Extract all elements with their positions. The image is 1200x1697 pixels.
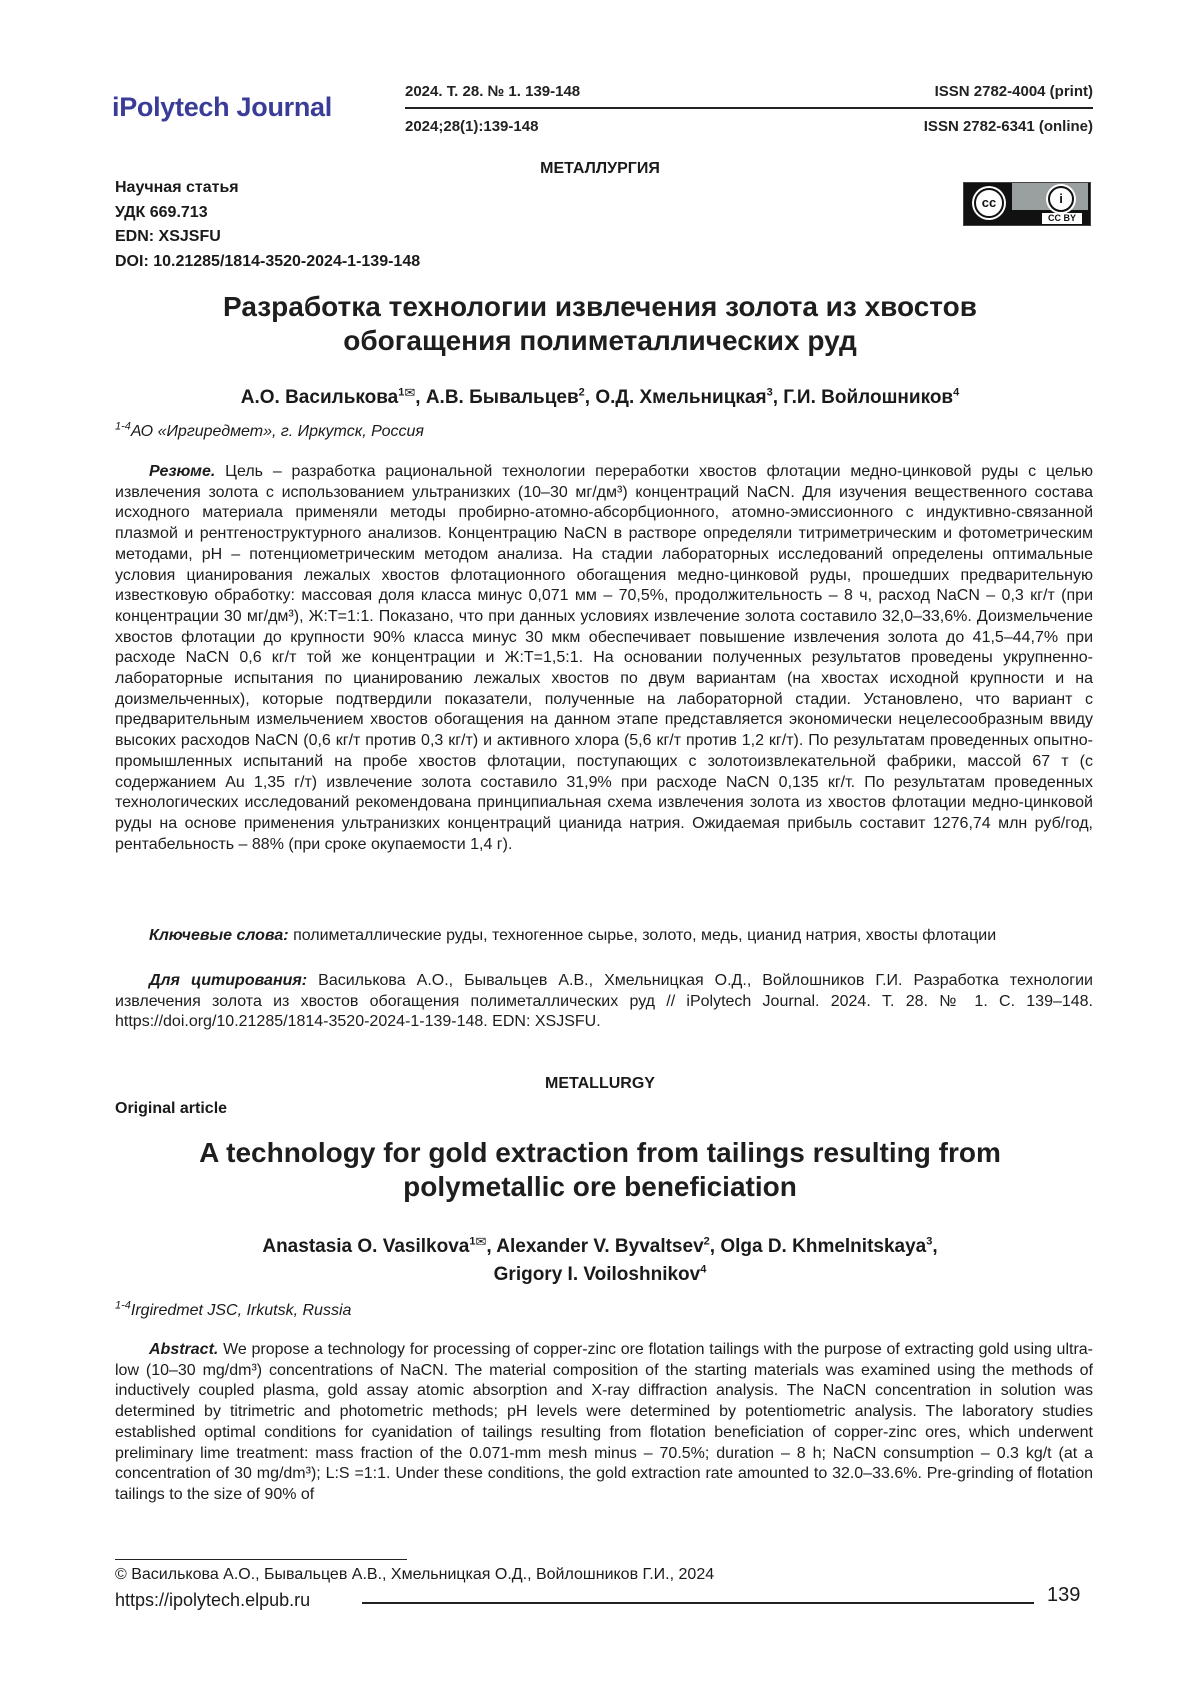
copyright-notice: © Василькова А.О., Бывальцев А.В., Хмельницкая О.Д., Войлошников Г.И., 2024 [115, 1566, 715, 1583]
author-3-sup: 3 [766, 386, 773, 399]
authors-ru: А.О. Василькова$^{1✉}$, А.В. Бывальцев$^2$, О.Д. Хмельницкая$^3$, Г.И. Войлошников$^4$ [240, 385, 960, 408]
author-3-en[interactable]: Olga D. Khmelnitskaya [720, 1236, 927, 1257]
license-label: CC BY [1042, 213, 1082, 224]
title-ru-line1: Разработка технологии извлечения золота из хвостов [223, 291, 977, 322]
title-ru-line2: обогащения полиметаллических руд [343, 325, 857, 356]
keywords-ru [115, 926, 1093, 947]
journal-logo: iPolytech Journal [112, 92, 332, 122]
abstract-ru-text: Цель – разработка рациональной технологии переработки хвостов флотации медно-цинковой руды с целью извлечения золота с использованием ультранизких (10–30 мг/дм³) концентраций NaCN. Для изучения вещественного состава исходного материала применяли методы пробирно-атомно-абсорбционного, атомно-эмиссионного с индуктивно-связанной плазмой и рентгеноструктурного анализов. Концентрацию NaCN в растворе определяли титриметрическим и фотометрическим методами, pH – потенциометрическим методом анализа. На стадии лабораторных исследований определены оптимальные условия цианирования лежалых хвостов флотационного обогащения медно-цинковой руды, прошедших предварительную известковую обработку: массовая доля класса минус 0,071 мм – 70,5%, продолжительность – 8 ч, расход NaCN – 0,3 кг/т (при концентрации 30 мг/дм³), Ж:Т=1:1. Показано, что при данных условиях извлечение золота составило 32,0–33,6%. Доизмельчение хвостов флотации до крупности 90% класса минус 30 мкм обеспечивает повышение извлечения золота до 41,5–44,7% при расходе NaCN 0,6 кг/т той же концентрации и Ж:Т=1,5:1. На основании полученных результатов проведены укрупненно-лабораторные испытания по цианированию лежалых хвостов по двум вариантам (на хвостах исходной крупности и на доизмельченных), которые подтвердили показатели, полученные на лабораторной стадии. Установлено, что вариант с предварительным измельчением хвостов обогащения на данном этапе представляется экономически нецелесообразным ввиду высоких расходов NaCN (0,6 кг/т против 0,3 кг/т) и активного хлора (5,6 кг/т против 1,2 кг/т). По результатам проведенных опытно-промышленных испытаний на пробе хвостов флотации, поступающих с золотоизвлекательной фабрики, массой 67 т (с содержанием Au 1,35 г/т) извлечение золота составило 31,9% при расходе NaCN 0,135 кг/т. По результатам проведенных технологических исследований рекомендована принципиальная схема извлечения золота из хвостов флотации медно-цинковой руды на основе применения ультранизких концентраций цианида натрия. Ожидаемая прибыль составит 1276,74 млн руб/год, рентабельность – 88% (при сроке окупаемости 1,4 г). [115, 463, 1094, 853]
author-3-en-sup: 3 [926, 1235, 933, 1248]
abstract-en [115, 1340, 1093, 1506]
article-title-en [0, 1136, 1200, 1204]
author-1-sup: 1 [398, 386, 405, 399]
envelope-icon-en[interactable]: ✉ [475, 1234, 487, 1249]
title-en-line1: A technology for gold extraction from tailings resulting from [199, 1137, 1001, 1168]
page-number: 139 [1047, 1584, 1081, 1606]
footer-divider [362, 1602, 1034, 1604]
author-1-ru[interactable]: А.О. Василькова [240, 387, 399, 408]
affiliation-sup: 1-4 [115, 420, 131, 433]
author-4-en[interactable]: Grigory I. Voiloshnikov [493, 1264, 701, 1285]
article-type-ru: Научная статья [115, 179, 239, 196]
authors-en: Anastasia O. Vasilkova$^{1✉}$, Alexander V. Byvaltsev$^2$, Olga D. Khmelnitskaya$^3$, Grigory I. Voiloshnikov$^4$ [262, 1234, 938, 1285]
author-3-ru[interactable]: О.Д. Хмельницкая [595, 387, 767, 408]
author-4-sup: 4 [953, 386, 960, 399]
abstract-en-text: We propose a technology for processing of copper-zinc ore flotation tailings with the purpose of extracting gold using ultra-low (10–30 mg/dm³) concentrations of NaCN. The material composition of the starting materials was examined using the methods of inductively coupled plasma, gold assay atomic absorption and X-ray diffraction analysis. The NaCN concentration in solution was determined by titrimetric and photometric methods; pH levels were determined by potentiometric analysis. The laboratory studies established optimal conditions for cyanidation of tailings resulting from flotation beneficiation of copper-zinc ores, which underwent preliminary lime treatment: mass fraction of the 0.071-mm mesh minus – 70.5%; duration – 8 h; NaCN consumption – 0.3 kg/t (at a concentration of 30 mg/dm³); L:S =1:1. Under these conditions, the gold extraction rate amounted to 32.0–33.6%. Pre-grinding of flotation tailings to the size of 90% of [115, 1341, 1093, 1503]
citation-ru: 2024. Т. 28. № 1. 139-148 [405, 83, 581, 100]
affiliation-en-sup: 1-4 [115, 1299, 131, 1312]
author-2-en-sup: 2 [703, 1235, 710, 1248]
attribution-person-icon: i [1048, 186, 1074, 212]
article-meta [115, 176, 420, 274]
abstract-ru-label: Резюме. [149, 463, 216, 480]
affiliation-ru [115, 420, 424, 441]
abstract-ru [115, 462, 1093, 855]
citation-ru-text: Василькова А.О., Бывальцев А.В., Хмельницкая О.Д., Войлошников Г.И. Разработка технологии извлечения золота из хвостов обогащения полиметаллических руд // iPolytech Journal. 2024. Т. 28. № 1. С. 139–148. https://doi.org/10.21285/1814-3520-2024-1-139-148. EDN: XSJSFU. [115, 972, 1093, 1031]
journal-url-link[interactable]: https://ipolytech.elpub.ru [115, 1590, 311, 1610]
affiliation-ru-text: АО «Иргиредмет», г. Иркутск, Россия [130, 423, 424, 440]
author-2-sup: 2 [578, 386, 585, 399]
doi-link[interactable]: DOI: 10.21285/1814-3520-2024-1-139-148 [115, 252, 421, 270]
affiliation-en [115, 1299, 352, 1320]
article-type-en: Original article [115, 1100, 228, 1117]
issn-print: ISSN 2782-4004 (print) [934, 83, 1093, 100]
article-title-ru [0, 290, 1200, 358]
author-4-en-sup: 4 [700, 1263, 707, 1276]
udk: УДК 669.713 [115, 203, 208, 221]
affiliation-en-text: Irgiredmet JSC, Irkutsk, Russia [130, 1302, 352, 1319]
keywords-ru-text: полиметаллические руды, техногенное сырье, золото, медь, цианид натрия, хвосты флотации [293, 927, 997, 944]
cc-icon: cc [974, 188, 1004, 218]
author-1-en-sup: 1 [469, 1235, 476, 1248]
author-4-ru[interactable]: Г.И. Войлошников [783, 387, 954, 408]
edn: EDN: XSJSFU [115, 228, 221, 245]
abstract-en-label: Abstract. [149, 1341, 219, 1358]
envelope-icon[interactable]: ✉ [404, 385, 416, 400]
section-heading-en: METALLURGY [545, 1075, 655, 1092]
header-divider [405, 107, 1093, 109]
title-en-line2: polymetallic ore beneficiation [403, 1171, 797, 1202]
author-1-en[interactable]: Anastasia O. Vasilkova [262, 1236, 470, 1257]
author-2-ru[interactable]: А.В. Бывальцев [425, 387, 579, 408]
footnote-divider [115, 1559, 407, 1560]
issn-online: ISSN 2782-6341 (online) [923, 118, 1093, 135]
section-heading-ru: МЕТАЛЛУРГИЯ [540, 160, 660, 177]
cc-by-license-badge[interactable] [963, 182, 1091, 226]
keywords-ru-label: Ключевые слова: [149, 927, 289, 944]
author-2-en[interactable]: Alexander V. Byvaltsev [496, 1236, 704, 1257]
citation-block-ru [115, 971, 1093, 1033]
citation-en: 2024;28(1):139-148 [405, 118, 539, 135]
citation-ru-label: Для цитирования: [149, 972, 308, 989]
